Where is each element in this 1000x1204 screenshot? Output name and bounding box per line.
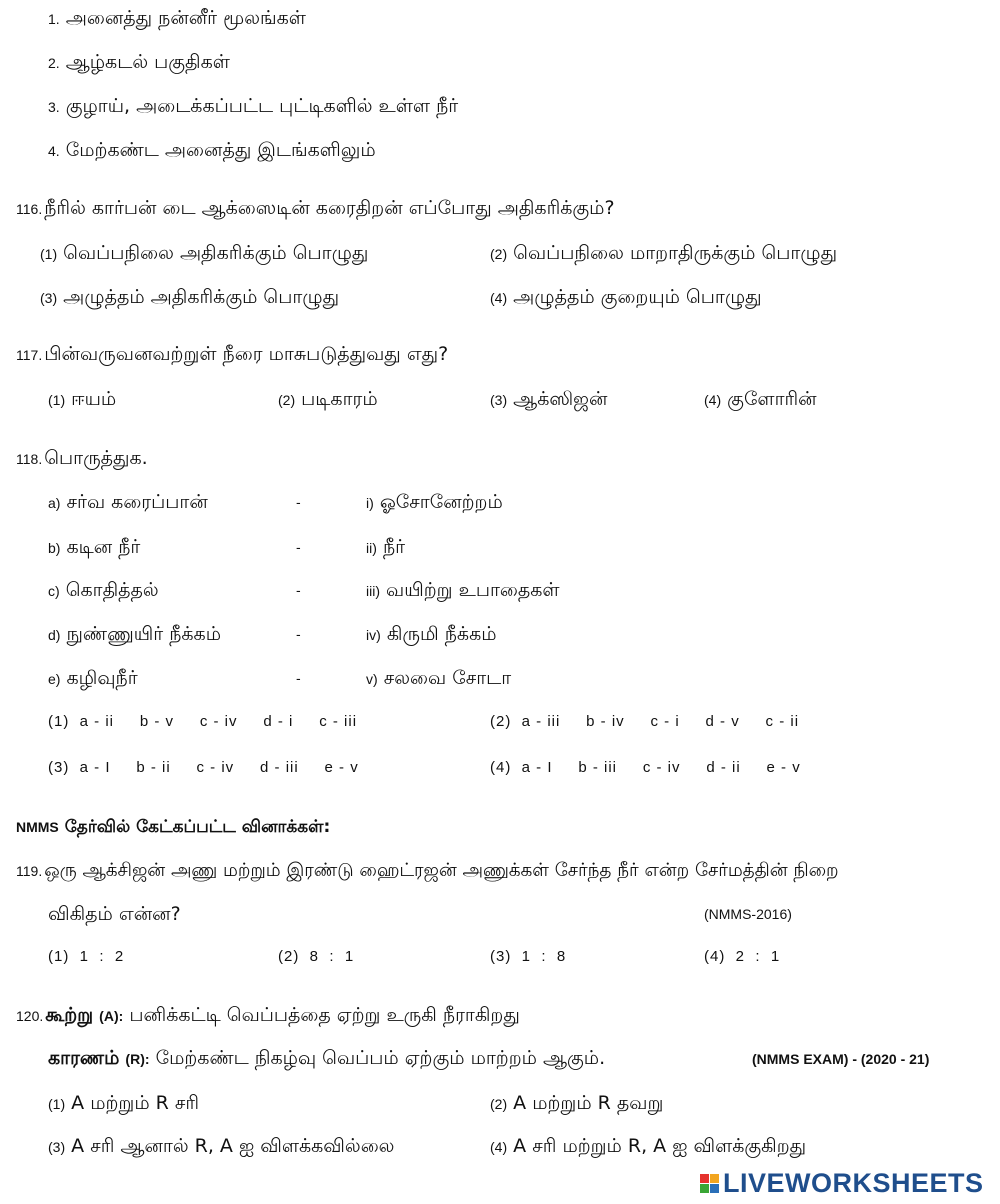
pair-dash: - bbox=[296, 670, 301, 686]
pair-dash: - bbox=[296, 494, 301, 510]
option-line bbox=[490, 285, 762, 310]
question-number: 118. bbox=[16, 451, 43, 467]
pair-left-text: நுண்ணுயிர் நீக்கம் bbox=[66, 623, 221, 645]
liveworksheets-logo bbox=[700, 1166, 984, 1200]
option-text: A மற்றும் R தவறு bbox=[513, 1092, 664, 1114]
option-text: A சரி மற்றும் R, A ஐ விளக்குகிறது bbox=[513, 1135, 807, 1157]
exam-tag: (NMMS EXAM) - (2020 - 21) bbox=[752, 1051, 930, 1067]
pair-right-label: ii) bbox=[366, 540, 377, 556]
option-number: (1) bbox=[40, 246, 58, 262]
option-text: வெப்பநிலை மாறாதிருக்கும் பொழுது bbox=[513, 242, 838, 264]
pair-right-text: சலவை சோடா bbox=[383, 667, 512, 689]
option-text: A சரி ஆனால் R, A ஐ விளக்கவில்லை bbox=[71, 1135, 395, 1157]
option-line bbox=[48, 138, 376, 163]
option-line bbox=[490, 1091, 663, 1116]
pair-left-label: e) bbox=[48, 671, 61, 687]
option-number: (1) bbox=[48, 1096, 66, 1112]
option-number: 3. bbox=[48, 99, 60, 115]
option-line bbox=[48, 1134, 394, 1159]
pair-right-label: i) bbox=[366, 495, 374, 511]
section-heading-prefix: NMMS bbox=[16, 819, 59, 835]
option-number: (4) bbox=[490, 290, 508, 306]
pair-dash: - bbox=[296, 626, 301, 642]
reason-line bbox=[48, 1046, 605, 1071]
question-text: ஒரு ஆக்சிஜன் அணு மற்றும் இரண்டு ஹைட்ரஜன் அணுக்கள் சேர்ந்த நீர் என்ற சேர்மத்தின் நிறை bbox=[44, 860, 839, 881]
pair-left-text: சர்வ கரைப்பான் bbox=[66, 491, 208, 513]
option-text: படிகாரம் bbox=[301, 388, 378, 410]
option-number: (4) bbox=[704, 392, 722, 408]
logo-icon bbox=[700, 1174, 719, 1193]
option-text: அழுத்தம் அதிகரிக்கும் பொழுது bbox=[63, 286, 340, 308]
option-line bbox=[48, 94, 458, 119]
option-line bbox=[40, 241, 368, 266]
option-text: வெப்பநிலை அதிகரிக்கும் பொழுது bbox=[63, 242, 369, 264]
question-118 bbox=[16, 446, 148, 471]
option-line: (3) a - I b - ii c - iv d - iii e - v bbox=[48, 759, 359, 776]
option-line: (1) 1 : 2 bbox=[48, 948, 125, 965]
option-number: 2. bbox=[48, 55, 60, 71]
option-line bbox=[40, 285, 339, 310]
question-number: 116. bbox=[16, 201, 43, 217]
option-line: (4) 2 : 1 bbox=[704, 948, 781, 965]
reason-tag: (R): bbox=[125, 1051, 150, 1067]
option-line: (1) a - ii b - v c - iv d - i c - iii bbox=[48, 713, 358, 730]
option-line bbox=[48, 1091, 199, 1116]
option-text: A மற்றும் R சரி bbox=[71, 1092, 200, 1114]
question-text-cont: விகிதம் என்ன? bbox=[48, 903, 181, 925]
pair-right-text: கிருமி நீக்கம் bbox=[386, 623, 497, 645]
option-line bbox=[490, 1134, 806, 1159]
section-heading-text: தேர்வில் கேட்கப்பட்ட வினாக்கள்: bbox=[64, 817, 331, 837]
option-number: (2) bbox=[278, 392, 296, 408]
pair-right-text: வயிற்று உபாதைகள் bbox=[386, 579, 560, 601]
pair-right-label: iii) bbox=[366, 583, 380, 599]
pair-right-text: ஓசோனேற்றம் bbox=[379, 491, 503, 513]
option-line bbox=[704, 387, 817, 412]
option-line bbox=[48, 50, 230, 75]
option-text: ஈயம் bbox=[71, 388, 117, 410]
pair-left-text: கழிவுநீர் bbox=[66, 667, 138, 689]
option-number: (2) bbox=[490, 246, 508, 262]
question-number: 119. bbox=[16, 863, 43, 879]
pair-left-label: c) bbox=[48, 583, 60, 599]
option-text: அனைத்து நன்னீர் மூலங்கள் bbox=[65, 7, 306, 29]
pair-left-label: a) bbox=[48, 495, 61, 511]
option-line bbox=[48, 387, 116, 412]
question-text: பின்வருவனவற்றுள் நீரை மாசுபடுத்துவது எது? bbox=[44, 343, 449, 365]
logo-text: LIVEWORKSHEETS bbox=[723, 1167, 984, 1198]
question-number: 120. bbox=[16, 1008, 44, 1024]
question-text: நீரில் கார்பன் டை ஆக்ஸைடின் கரைதிறன் எப்போது அதிகரிக்கும்? bbox=[44, 197, 615, 219]
question-120 bbox=[16, 1003, 520, 1028]
section-heading bbox=[16, 815, 330, 839]
option-number: (1) bbox=[48, 392, 66, 408]
option-line: (4) a - I b - iii c - iv d - ii e - v bbox=[490, 759, 801, 776]
option-number: (3) bbox=[490, 392, 508, 408]
option-line bbox=[48, 6, 306, 31]
option-line: (2) a - iii b - iv c - i d - v c - ii bbox=[490, 713, 800, 730]
question-text: பொருத்துக. bbox=[44, 447, 148, 469]
question-116 bbox=[16, 196, 615, 221]
option-number: (3) bbox=[48, 1139, 66, 1155]
pair-right-label: v) bbox=[366, 671, 378, 687]
option-text: ஆழ்கடல் பகுதிகள் bbox=[65, 51, 230, 73]
option-number: (3) bbox=[40, 290, 58, 306]
option-text: அழுத்தம் குறையும் பொழுது bbox=[513, 286, 762, 308]
option-line bbox=[490, 387, 607, 412]
pair-dash: - bbox=[296, 539, 301, 555]
option-number: 1. bbox=[48, 11, 60, 27]
option-number: (2) bbox=[490, 1096, 508, 1112]
pair-right-text: நீர் bbox=[382, 536, 406, 558]
question-117 bbox=[16, 342, 448, 367]
reason-text: மேற்கண்ட நிகழ்வு வெப்பம் ஏற்கும் மாற்றம் ஆகும். bbox=[155, 1047, 606, 1069]
option-line bbox=[278, 387, 378, 412]
assertion-text: பனிக்கட்டி வெப்பத்தை ஏற்று உருகி நீராகிறது bbox=[129, 1004, 520, 1026]
option-text: குழாய், அடைக்கப்பட்ட புட்டிகளில் உள்ள நீர் bbox=[65, 95, 459, 117]
pair-left-text: கடின நீர் bbox=[66, 536, 141, 558]
option-text: ஆக்ஸிஜன் bbox=[513, 388, 608, 410]
option-text: குளோரின் bbox=[727, 388, 817, 410]
assertion-label: கூற்று bbox=[45, 1004, 94, 1026]
question-119 bbox=[16, 859, 839, 883]
option-number: 4. bbox=[48, 143, 60, 159]
pair-dash: - bbox=[296, 582, 301, 598]
exam-tag: (NMMS-2016) bbox=[704, 906, 792, 922]
question-number: 117. bbox=[16, 347, 43, 363]
pair-right-label: iv) bbox=[366, 627, 381, 643]
option-number: (4) bbox=[490, 1139, 508, 1155]
pair-left-label: b) bbox=[48, 540, 61, 556]
reason-label: காரணம் bbox=[48, 1047, 120, 1069]
assertion-tag: (A): bbox=[99, 1008, 124, 1024]
option-line: (2) 8 : 1 bbox=[278, 948, 355, 965]
pair-left-text: கொதித்தல் bbox=[65, 579, 159, 601]
pair-left-label: d) bbox=[48, 627, 61, 643]
option-text: மேற்கண்ட அனைத்து இடங்களிலும் bbox=[65, 139, 376, 161]
option-line bbox=[490, 241, 837, 266]
option-line: (3) 1 : 8 bbox=[490, 948, 567, 965]
